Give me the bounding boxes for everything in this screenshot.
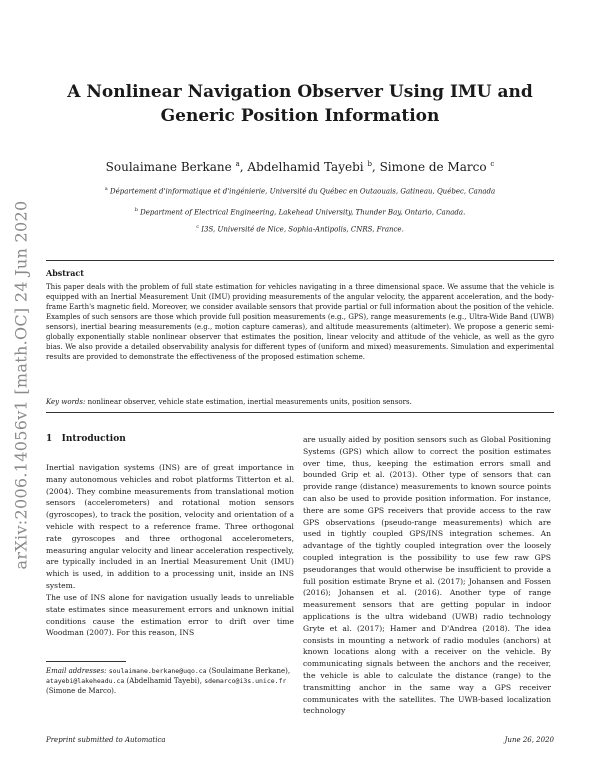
email-link[interactable]: soulaimane.berkane@uqo.ca	[108, 667, 207, 675]
paper-title: A Nonlinear Navigation Observer Using IMU and Generic Position Information	[67, 82, 533, 126]
arxiv-watermark	[8, 190, 34, 580]
section-heading	[46, 434, 126, 444]
affiliation-text: I3S, Université de Nice, Sophia-Antipolis, CNRS, France.	[201, 225, 404, 234]
affiliation-mark: c	[196, 224, 199, 230]
intro-paragraph-1: Inertial navigation systems (INS) are of great importance in many autonomous vehicles and robot platforms Titterton et al. (2004). They combine measurements from translational motion sensors (accelerometers) and rotational motion sensors (gyroscopes), to track the position, velocity and orientation of a vehicle with respect to a reference frame. Three orthogonal rate gyroscopes and three orthogonal accelerometers, measuring angular velocity and linear acceleration respectively, are typically included in an Inertial Measurement Unit (IMU) which is used, in addition to a processing unit, inside an INS system.	[46, 463, 294, 590]
email-link[interactable]: sdemarco@i3s.unice.fr	[204, 677, 287, 685]
author-mark: c	[490, 160, 495, 168]
affiliation-text: Département d'informatique et d'ingénierie, Université du Québec en Outaouais, Gatineau, Québec, Canada	[110, 187, 496, 196]
abstract-heading: Abstract	[46, 268, 84, 278]
keywords-text: nonlinear observer, vehicle state estimation, inertial measurements units, position sensors.	[87, 398, 412, 406]
author-mark: a	[235, 160, 240, 168]
footer-journal: Preprint submitted to Automatica	[46, 736, 166, 744]
email-link[interactable]: atayebi@lakeheadu.ca	[46, 677, 125, 685]
affiliation	[40, 224, 560, 233]
affiliation-text: Department of Electrical Engineering, Lakehead University, Thunder Bay, Ontario, Canada.	[140, 208, 466, 217]
footnote-name: (Simone de Marco).	[46, 687, 117, 695]
keywords	[46, 398, 554, 406]
abstract-top-rule	[46, 260, 554, 261]
author-name: Soulaimane Berkane	[105, 160, 232, 174]
footnote-rule	[46, 661, 126, 662]
affiliation	[40, 207, 560, 216]
intro-paragraph-3: are usually aided by position sensors such as Global Positioning Systems (GPS) which allow to correct the position estimates over time, thus, keeping the estimation errors small and bounded Grip et al. (2013). Other type of sensors that can provide range (distance) measurements to known source points can also be used to provide position information. For instance, there are some GPS receivers that provide access to the raw GPS observations (pseudo-range measurements) which are used in tightly coupled GPS/INS integration schemes. An advantage of the tightly coupled integration over the loosely coupled integration is the possibility to use few raw GPS pseudoranges that would otherwise be insufficient to provide a full position estimate Bryne et al. (2017); Johansen and Fossen (2016); Johansen et al. (2016). Another type of range measurement sensors that are getting popular in indoor applications is the ultra wideband (UWB) radio technology Gryte et al. (2017); Hamer and D'Andrea (2018). The idea consists in mounting a network of radio modules (anchors) at known locations along with a receiver on the vehicle. By communicating signals between the anchors and the receiver, the vehicle is able to calculate the distance (range) to the transmitting anchor in the same way a GPS receiver communicates with the satellites. The UWB-based localization technology	[303, 435, 551, 716]
abstract-text: This paper deals with the problem of full state estimation for vehicles navigating in a three dimensional space. We assume that the vehicle is equipped with an Inertial Measurement Unit (IMU) providing measurements of the angular velocity, the apparent acceleration, and the body-frame Earth's magnetic field. Moreover, we consider available sensors that provide partial or full information about the position of the vehicle. Examples of such sensors are those which provide full position measurements (e.g., GPS), range measurements (e.g., Ultra-Wide Band (UWB) sensors), inertial bearing measurements (e.g., motion capture cameras), and altitude measurements (altimeter). We propose a generic semi-globally exponentially stable nonlinear observer that estimates the position, linear velocity and attitude of the vehicle, as well as the gyro bias. We also provide a detailed observability analysis for different types of (uniform and mixed) measurements. Simulation and experimental results are provided to demonstrate the effectiveness of the proposed estimation scheme.	[46, 283, 554, 361]
abstract-bottom-rule	[46, 412, 554, 413]
footnote	[46, 666, 294, 696]
affiliation-mark: b	[134, 207, 138, 213]
author-mark: b	[367, 160, 372, 168]
section-title: Introduction	[61, 434, 126, 444]
footnote-name: (Abdelhamid Tayebi),	[126, 677, 202, 685]
footer-date: June 26, 2020	[504, 736, 554, 744]
footnote-label: Email addresses:	[46, 667, 107, 675]
arxiv-id: arXiv:2006.14056v1 [math.OC] 24 Jun 2020	[11, 200, 31, 570]
section-number: 1	[46, 434, 53, 444]
author-name: Abdelhamid Tayebi	[247, 160, 364, 174]
affiliation	[40, 186, 560, 195]
author-list: Soulaimane Berkane $^a$, Abdelhamid Tayebi $^b$, Simone de Marco $^c$	[105, 160, 495, 174]
footnote-name: (Soulaimane Berkane),	[208, 667, 291, 675]
author-name: Simone de Marco	[379, 160, 487, 174]
affiliation-mark: a	[104, 186, 108, 192]
intro-paragraph-2: The use of INS alone for navigation usually leads to unreliable state estimates since measurement errors and unknown initial conditions cause the estimation error to drift over time Woodman (2007). For this reason, INS	[46, 593, 294, 638]
keywords-label: Key words:	[46, 398, 86, 406]
